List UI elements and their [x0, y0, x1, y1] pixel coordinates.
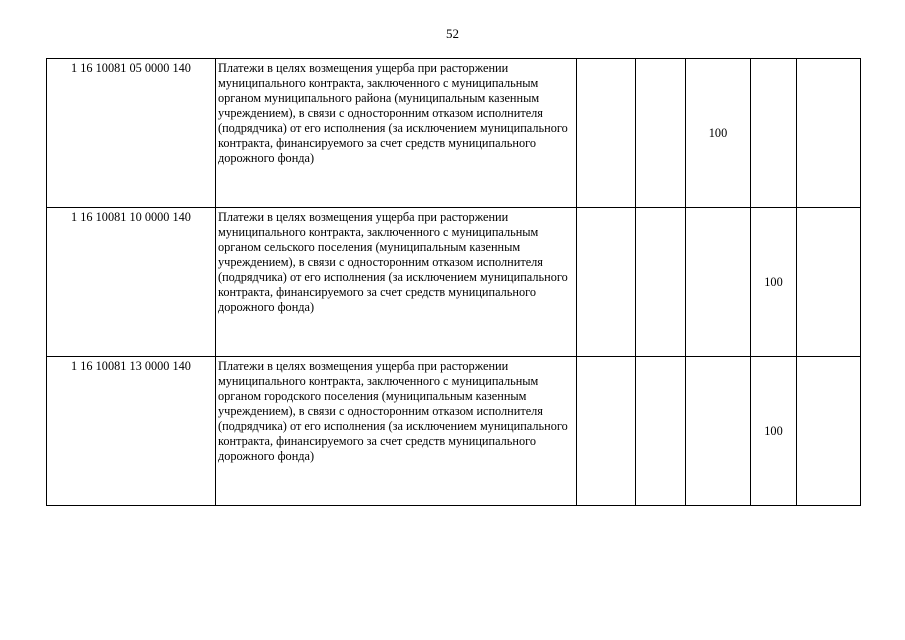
table-row: [47, 59, 861, 208]
value-cell: 100: [686, 59, 751, 208]
value-cell: [577, 208, 636, 357]
budget-code: 1 16 10081 10 0000 140: [47, 208, 216, 357]
value-cell: [636, 208, 686, 357]
table-row: [47, 357, 861, 506]
value-cell: 100: [751, 357, 797, 506]
revenue-codes-table: [46, 58, 861, 506]
value-cell: [636, 357, 686, 506]
value-cell: [797, 59, 861, 208]
page-number: 52: [446, 26, 459, 41]
value-cell: [636, 59, 686, 208]
value-cell: [577, 357, 636, 506]
income-description: Платежи в целях возмещения ущерба при расторжении муниципального контракта, заключенного с муниципальным органом сельского поселения (муниципальным казенным учреждением), в связи с односторонним отказом исполнителя (подрядчика) от его исполнения (за исключением муниципального контракта, финансируемого за счет средств муниципального дорожного фонда): [216, 208, 577, 357]
value-cell: [686, 208, 751, 357]
value-cell: [797, 208, 861, 357]
value-cell: [686, 357, 751, 506]
value-cell: [797, 357, 861, 506]
value-cell: [751, 59, 797, 208]
table-row: [47, 208, 861, 357]
value-cell: [577, 59, 636, 208]
income-description: Платежи в целях возмещения ущерба при расторжении муниципального контракта, заключенного с муниципальным органом городского поселения (муниципальным казенным учреждением), в связи с односторонним отказом исполнителя (подрядчика) от его исполнения (за исключением муниципального контракта, финансируемого за счет средств муниципального дорожного фонда): [216, 357, 577, 506]
budget-code: 1 16 10081 13 0000 140: [47, 357, 216, 506]
income-description: Платежи в целях возмещения ущерба при расторжении муниципального контракта, заключенного с муниципальным органом муниципального района (муниципальным казенным учреждением), в связи с односторонним отказом исполнителя (подрядчика) от его исполнения (за исключением муниципального контракта, финансируемого за счет средств муниципального дорожного фонда): [216, 59, 577, 208]
budget-code: 1 16 10081 05 0000 140: [47, 59, 216, 208]
value-cell: 100: [751, 208, 797, 357]
